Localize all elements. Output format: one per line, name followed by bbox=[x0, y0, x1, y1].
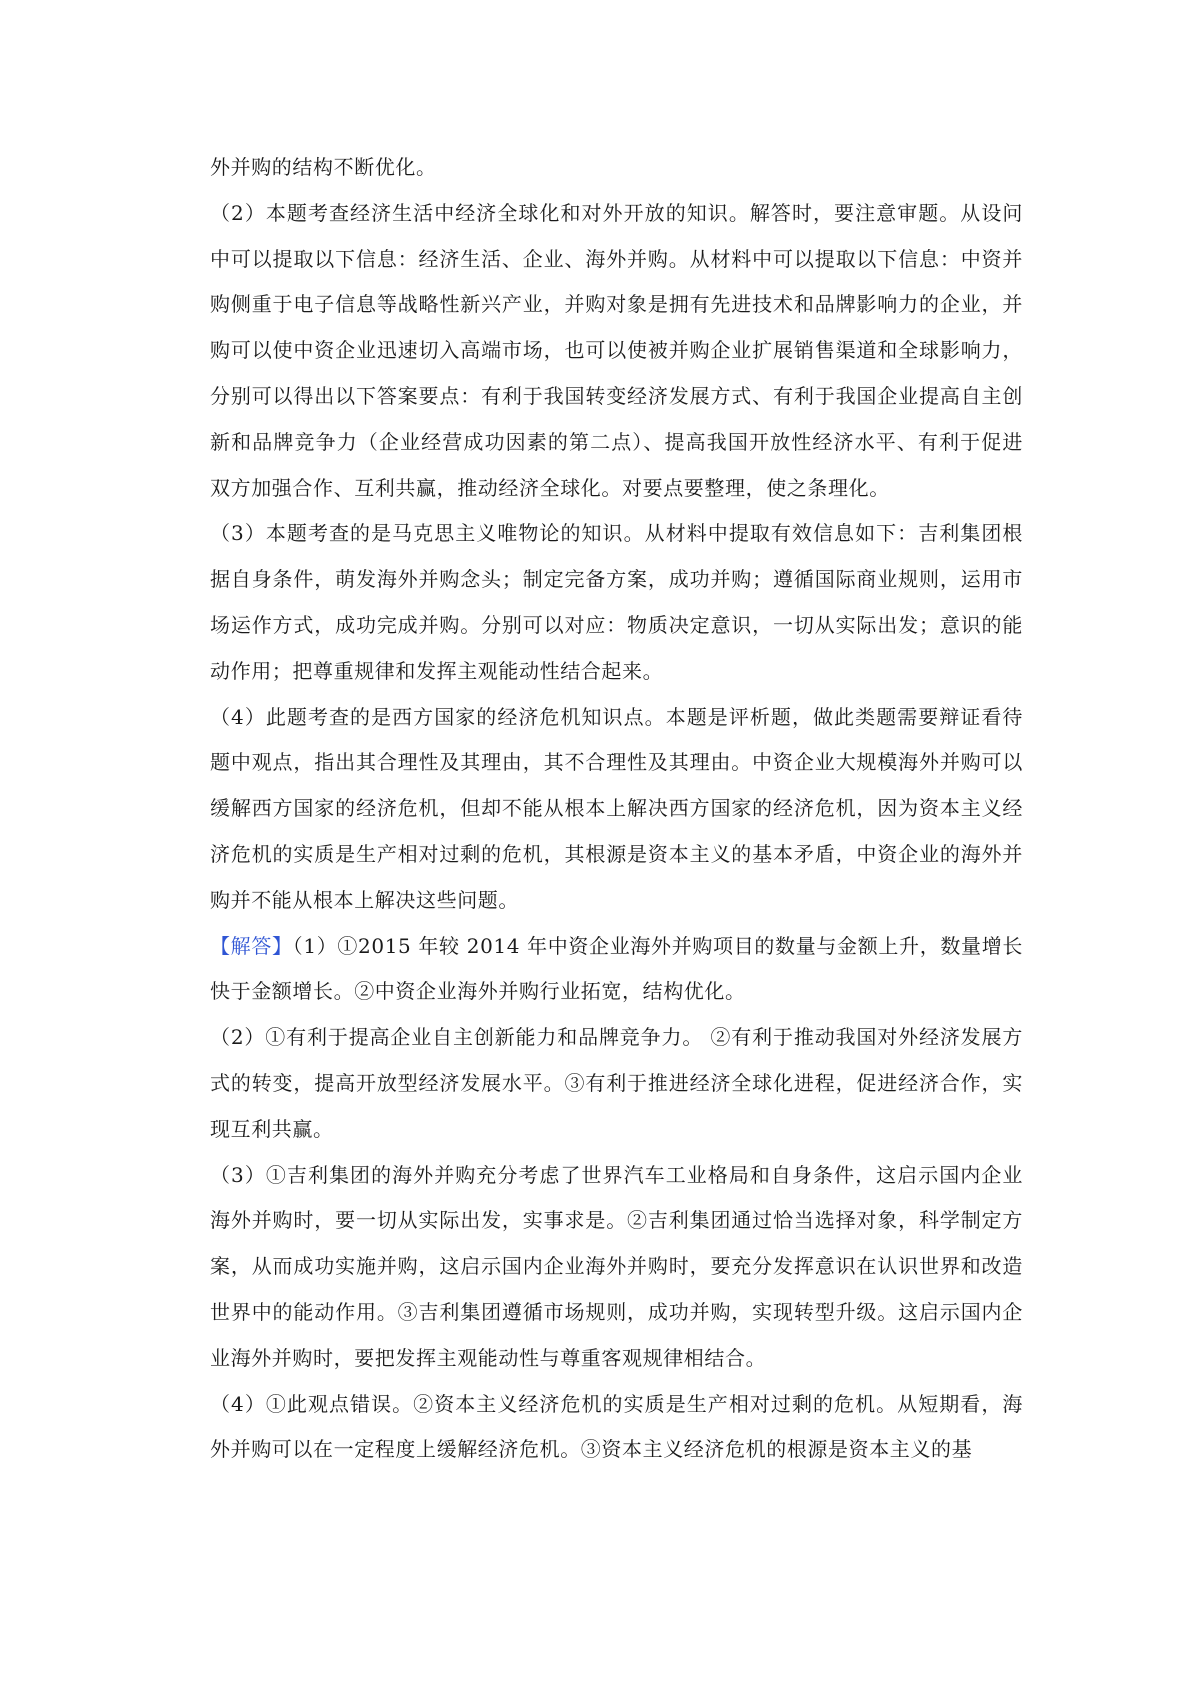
analysis-paragraph-3: （3）本题考查的是马克思主义唯物论的知识。从材料中提取有效信息如下：吉利集团根据自身条件，萌发海外并购念头；制定完备方案，成功并购；遵循国际商业规则，运用市场运作方式，成功完成并购。分别可以对应：物质决定意识，一切从实际出发；意识的能动作用；把尊重规律和发挥主观能动性结合起来。 bbox=[210, 521, 1023, 683]
analysis-paragraph-4: （4）此题考查的是西方国家的经济危机知识点。本题是评析题，做此类题需要辩证看待题中观点，指出其合理性及其理由，其不合理性及其理由。中资企业大规模海外并购可以缓解西方国家的经济危机，但却不能从根本上解决西方国家的经济危机，因为资本主义经济危机的实质是生产相对过剩的危机，其根源是资本主义的基本矛盾，中资企业的海外并购并不能从根本上解决这些问题。 bbox=[210, 704, 1023, 912]
answer-paragraph-2: （2）①有利于提高企业自主创新能力和品牌竞争力。 ②有利于推动我国对外经济发展方式的转变，提高开放型经济发展水平。③有利于推进经济全球化进程，促进经济合作，实现互利共赢。 bbox=[210, 1025, 1023, 1141]
analysis-paragraph-1-end: 外并购的结构不断优化。 bbox=[210, 155, 437, 179]
analysis-paragraph-2: （2）本题考查经济生活中经济全球化和对外开放的知识。解答时，要注意审题。从设问中可以提取以下信息：经济生活、企业、海外并购。从材料中可以提取以下信息：中资并购侧重于电子信息等战略性新兴产业，并购对象是拥有先进技术和品牌影响力的企业，并购可以使中资企业迅速切入高端市场，也可以使被并购企业扩展销售渠道和全球影响力，分别可以得出以下答案要点：有利于我国转变经济发展方式、有利于我国企业提高自主创新和品牌竞争力（企业经营成功因素的第二点）、提高我国开放性经济水平、有利于促进双方加强合作、互利共赢，推动经济全球化。对要点要整理，使之条理化。 bbox=[210, 200, 1023, 500]
answer-label: 【解答】 bbox=[210, 933, 293, 958]
answer-paragraph-3: （3）①吉利集团的海外并购充分考虑了世界汽车工业格局和自身条件，这启示国内企业海外并购时，要一切从实际出发，实事求是。②吉利集团通过恰当选择对象，科学制定方案，从而成功实施并购，这启示国内企业海外并购时，要充分发挥意识在认识世界和改造世界中的能动作用。③吉利集团遵循市场规则，成功并购，实现转型升级。这启示国内企业海外并购时，要把发挥主观能动性与尊重客观规律相结合。 bbox=[210, 1162, 1023, 1370]
answer-paragraph-1 bbox=[210, 924, 1023, 1016]
answer-paragraph-1-text: （1）①2015 年较 2014 年中资企业海外并购项目的数量与金额上升，数量增长快于金额增长。②中资企业海外并购行业拓宽，结构优化。 bbox=[210, 933, 1023, 1004]
answer-paragraph-4: （4）①此观点错误。②资本主义经济危机的实质是生产相对过剩的危机。从短期看，海外并购可以在一定程度上缓解经济危机。③资本主义经济危机的根源是资本主义的基 bbox=[210, 1391, 1023, 1462]
answer-text-body bbox=[210, 145, 1023, 1473]
